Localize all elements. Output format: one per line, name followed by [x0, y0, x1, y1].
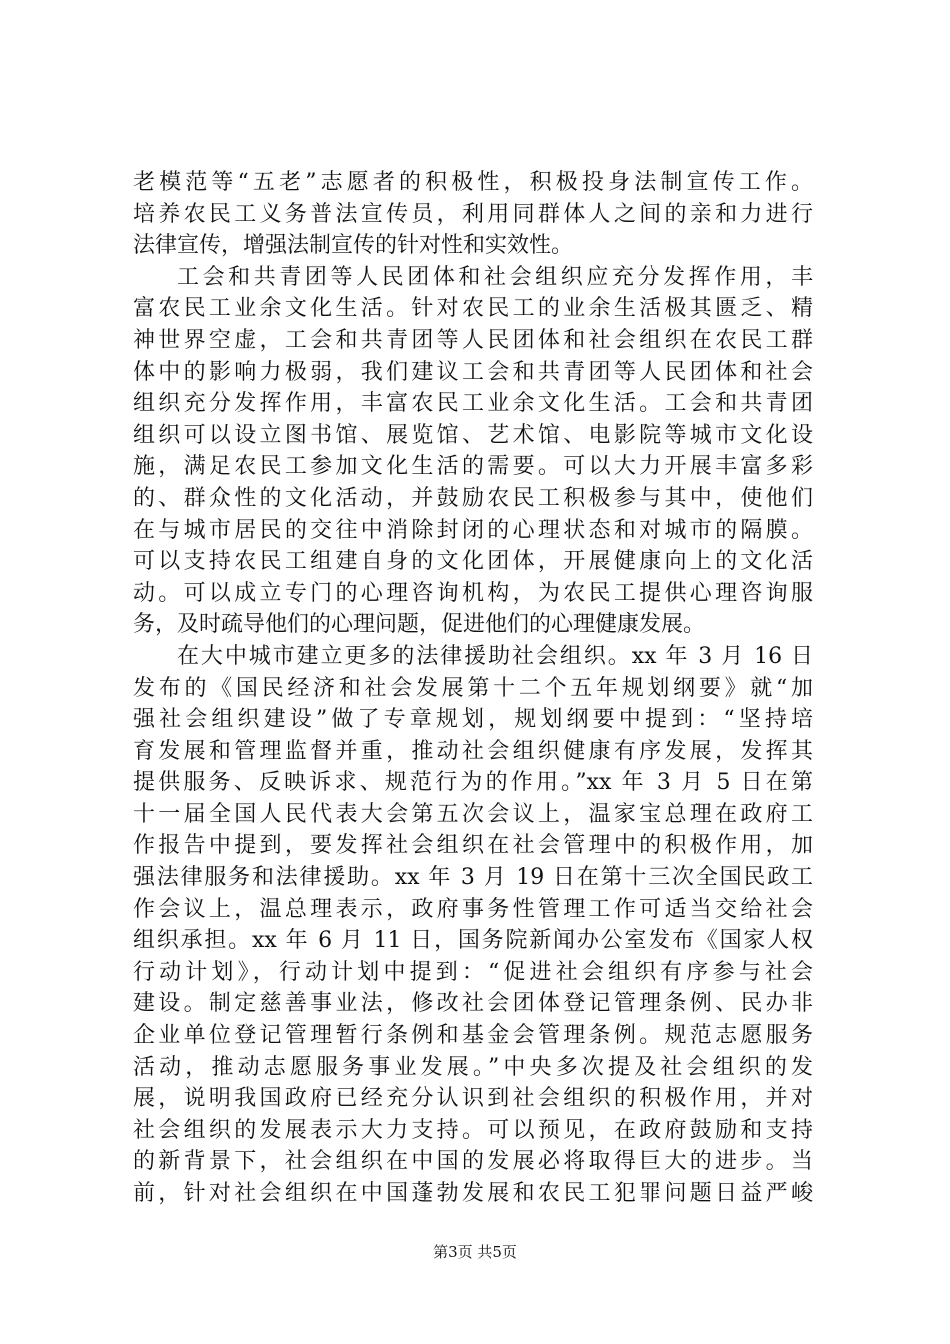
text-line: 法律宣传，增强法制宣传的针对性和实效性。: [133, 233, 574, 259]
text-line: 组织充分发挥作用，丰富农民工业余文化生活。工会和共青团: [133, 391, 813, 417]
text-line: 体中的影响力极弱，我们建议工会和共青团等人民团体和社会: [133, 359, 813, 385]
text-line: 的新背景下，社会组织在中国的发展必将取得巨大的进步。当: [133, 1149, 813, 1175]
text-line: 老模范等“五老”志愿者的积极性，积极投身法制宣传工作。: [133, 170, 813, 195]
text-line: 务，及时疏导他们的心理问题，促进他们的心理健康发展。: [133, 612, 706, 638]
text-line: 企业单位登记管理暂行条例和基金会管理条例。规范志愿服务: [133, 1023, 813, 1049]
text-line: 前，针对社会组织在中国蓬勃发展和农民工犯罪问题日益严峻: [133, 1181, 813, 1206]
text-line: 活动，推动志愿服务事业发展。”中央多次提及社会组织的发: [133, 1054, 813, 1080]
text-line: 在与城市居民的交往中消除封闭的心理状态和对城市的隔膜。: [133, 517, 813, 543]
paragraph-first-line: 工会和共青团等人民团体和社会组织应充分发挥作用，丰: [177, 264, 813, 290]
text-line: 可以支持农民工组建自身的文化团体，开展健康向上的文化活: [133, 549, 813, 575]
text-line: 社会组织的发展表示大力支持。可以预见，在政府鼓励和支持: [133, 1117, 813, 1143]
text-line: 强社会组织建设”做了专章规划，规划纲要中提到：“坚持培: [133, 707, 813, 733]
text-line: 神世界空虚，工会和共青团等人民团体和社会组织在农民工群: [133, 327, 813, 353]
document-body: [133, 167, 813, 1210]
text-line: 发布的《国民经济和社会发展第十二个五年规划纲要》就“加: [133, 675, 813, 701]
text-line: 建设。制定慈善事业法，修改社会团体登记管理条例、民办非: [133, 991, 813, 1017]
text-line: 施，满足农民工参加文化生活的需要。可以大力开展丰富多彩: [133, 454, 813, 480]
text-line: 强法律服务和法律援助。xx 年 3 月 19 日在第十三次全国民政工: [133, 865, 813, 891]
text-line: 行动计划》，行动计划中提到：“促进社会组织有序参与社会: [133, 959, 813, 985]
text-line: 提供服务、反映诉求、规范行为的作用。”xx 年 3 月 5 日在第: [133, 770, 813, 796]
text-line: 育发展和管理监督并重，推动社会组织健康有序发展，发挥其: [133, 738, 813, 764]
text-line: 动。可以成立专门的心理咨询机构，为农民工提供心理咨询服: [133, 580, 813, 606]
text-line: 组织可以设立图书馆、展览馆、艺术馆、电影院等城市文化设: [133, 422, 813, 448]
text-line: 展，说明我国政府已经充分认识到社会组织的积极作用，并对: [133, 1086, 813, 1112]
text-line: 培养农民工义务普法宣传员，利用同群体人之间的亲和力进行: [133, 201, 813, 227]
text-line: 的、群众性的文化活动，并鼓励农民工积极参与其中，使他们: [133, 485, 813, 511]
text-line: 十一届全国人民代表大会第五次会议上，温家宝总理在政府工: [133, 801, 813, 827]
paragraph-first-line: 在大中城市建立更多的法律援助社会组织。xx 年 3 月 16 日: [177, 643, 813, 669]
text-line: 组织承担。xx 年 6 月 11 日，国务院新闻办公室发布《国家人权: [133, 928, 813, 954]
text-line: 富农民工业余文化生活。针对农民工的业余生活极其匮乏、精: [133, 296, 813, 322]
text-line: 作报告中提到，要发挥社会组织在社会管理中的积极作用，加: [133, 833, 813, 859]
text-line: 作会议上，温总理表示，政府事务性管理工作可适当交给社会: [133, 896, 813, 922]
page-number-footer: 第3页 共5页: [433, 1243, 517, 1261]
